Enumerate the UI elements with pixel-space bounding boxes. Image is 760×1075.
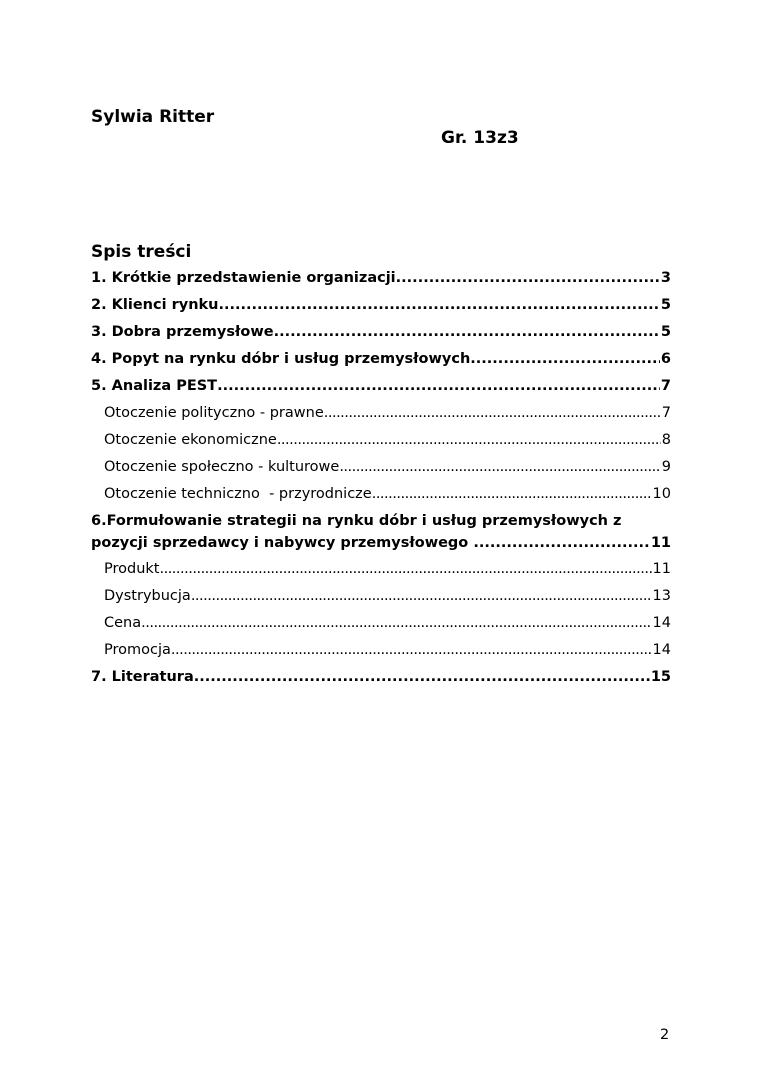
toc-entry-page: 5 [660, 297, 671, 313]
toc-subentry[interactable] [91, 635, 671, 662]
toc-entry-text-line1: 6.Formułowanie strategii na rynku dóbr i usług przemysłowych z [91, 513, 622, 529]
toc-leader-dots [217, 374, 660, 398]
toc-entry[interactable] [91, 317, 671, 344]
toc-entry-text: 4. Popyt na rynku dóbr i usług przemysłowych [91, 351, 471, 367]
toc-entry-page: 10 [652, 486, 671, 502]
table-of-contents [91, 263, 671, 689]
toc-entry-page: 13 [652, 588, 671, 604]
toc-leader-dots [324, 401, 661, 425]
toc-leader-dots [141, 611, 651, 635]
toc-leader-dots [339, 455, 660, 479]
toc-entry-page: 9 [661, 459, 671, 475]
toc-subentry[interactable] [91, 608, 671, 635]
toc-entry[interactable] [91, 263, 671, 290]
toc-entry-text: Otoczenie polityczno - prawne [104, 405, 324, 421]
toc-entry[interactable] [91, 344, 671, 371]
toc-entry[interactable] [91, 662, 671, 689]
toc-leader-dots [159, 557, 651, 581]
toc-subentry[interactable] [91, 425, 671, 452]
toc-subentry[interactable] [91, 452, 671, 479]
toc-leader-dots [473, 532, 650, 554]
toc-entry-text: Otoczenie techniczno - przyrodnicze [104, 486, 372, 502]
toc-entry-page: 8 [661, 432, 671, 448]
toc-leader-dots [194, 665, 650, 689]
toc-subentry[interactable] [91, 398, 671, 425]
toc-entry-page: 14 [652, 615, 671, 631]
toc-leader-dots [396, 266, 660, 290]
toc-subentry[interactable] [91, 479, 671, 506]
toc-entry-text: Dystrybucja [104, 588, 191, 604]
toc-entry-text: 2. Klienci rynku [91, 297, 219, 313]
toc-entry-page: 5 [660, 324, 671, 340]
toc-entry-text-line2: pozycji sprzedawcy i nabywcy przemysłowego [91, 535, 474, 551]
toc-entry-text: 5. Analiza PEST [91, 378, 218, 394]
toc-leader-dots [277, 428, 661, 452]
toc-entry-text: Cena [104, 615, 142, 631]
toc-entry-page: 7 [660, 378, 671, 394]
author-name: Sylwia Ritter [91, 107, 215, 127]
toc-leader-dots [372, 482, 652, 506]
toc-leader-dots [191, 584, 652, 608]
toc-entry-text: 7. Literatura [91, 669, 194, 685]
toc-entry-text: Produkt [104, 561, 160, 577]
toc-entry-text: Otoczenie ekonomiczne [104, 432, 277, 448]
toc-entry-page: 15 [650, 669, 671, 685]
toc-leader-dots [470, 347, 660, 371]
group-label: Gr. 13z3 [441, 128, 519, 148]
toc-entry-page: 6 [660, 351, 671, 367]
toc-entry-line2 [91, 532, 671, 554]
toc-entry-page: 11 [652, 561, 671, 577]
toc-entry-page: 7 [661, 405, 671, 421]
toc-title: Spis treści [91, 242, 192, 262]
toc-subentry[interactable] [91, 581, 671, 608]
toc-subentry[interactable] [91, 554, 671, 581]
toc-entry[interactable] [91, 290, 671, 317]
toc-entry-text: 1. Krótkie przedstawienie organizacji [91, 270, 396, 286]
toc-entry-text: 3. Dobra przemysłowe [91, 324, 274, 340]
toc-leader-dots [218, 293, 659, 317]
page-number: 2 [660, 1027, 670, 1043]
toc-entry-text: Otoczenie społeczno - kulturowe [104, 459, 340, 475]
toc-entry-page: 3 [660, 270, 671, 286]
toc-leader-dots [171, 638, 652, 662]
toc-entry-page: 14 [652, 642, 671, 658]
toc-entry[interactable] [91, 371, 671, 398]
toc-entry-text: Promocja [104, 642, 171, 658]
toc-entry[interactable] [91, 506, 671, 554]
toc-leader-dots [274, 320, 660, 344]
toc-entry-page: 11 [650, 535, 671, 551]
